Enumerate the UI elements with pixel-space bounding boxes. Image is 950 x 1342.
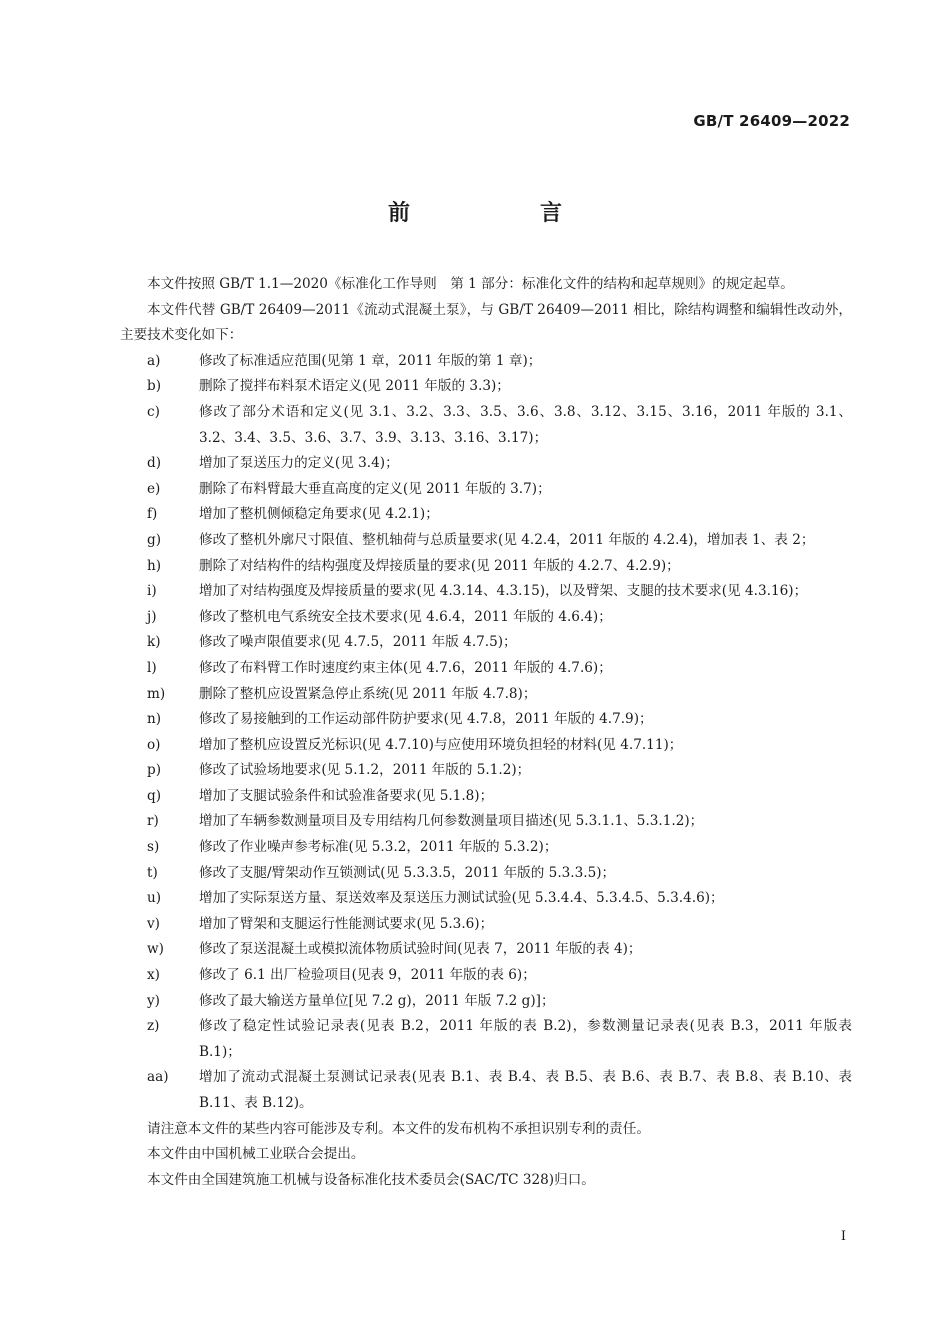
list-item-marker: j) xyxy=(147,608,157,625)
list-item xyxy=(120,886,852,912)
list-item-marker: b) xyxy=(147,378,162,395)
list-item-text: 修改了整机电气系统安全技术要求(见 4.6.4，2011 年版的 4.6.4)； xyxy=(199,608,612,625)
list-item-marker: m) xyxy=(147,685,166,702)
list-item-marker: z) xyxy=(147,1018,160,1035)
list-item xyxy=(120,707,852,733)
list-item-marker: a) xyxy=(147,352,161,369)
list-item-text: 修改了布料臂工作时速度约束主体(见 4.7.6，2011 年版的 4.7.6)； xyxy=(199,659,612,676)
list-item-text: 增加了流动式混凝土泵测试记录表(见表 B.1、表 B.4、表 B.5、表 B.6、表 B.7、表 B.8、表 B.10、表 B.11、表 B.12)。 xyxy=(199,1069,852,1111)
closing-paragraph-3: 本文件由全国建筑施工机械与设备标准化技术委员会(SAC/TC 328)归口。 xyxy=(147,1171,595,1188)
list-item xyxy=(120,784,852,810)
closing-paragraph-1: 请注意本文件的某些内容可能涉及专利。本文件的发布机构不承担识别专利的责任。 xyxy=(147,1120,650,1137)
list-item-text: 增加了臂架和支腿运行性能测试要求(见 5.3.6)； xyxy=(199,915,494,932)
list-item-marker: i) xyxy=(147,583,157,600)
document-code: GB/T 26409—2022 xyxy=(693,112,850,130)
list-item-marker: p) xyxy=(147,762,162,779)
list-item xyxy=(120,912,852,938)
list-item-text: 增加了泵送压力的定义(见 3.4)； xyxy=(199,455,399,472)
list-item-text: 修改了部分术语和定义(见 3.1、3.2、3.3、3.5、3.6、3.8、3.12、3.15、3.16，2011 年版的 3.1、3.2、3.4、3.5、3.6、3.7、3.9、3.13、3.16、3.17)； xyxy=(199,403,852,446)
list-item-text: 删除了搅拌布料泵术语定义(见 2011 年版的 3.3)； xyxy=(199,378,510,395)
list-item-text: 修改了 6.1 出厂检验项目(见表 9，2011 年版的表 6)； xyxy=(199,967,536,984)
foreword-body xyxy=(120,272,852,1193)
list-item-text: 增加了对结构强度及焊接质量的要求(见 4.3.14、4.3.15)，以及臂架、支腿的技术要求(见 4.3.16)； xyxy=(199,583,808,600)
list-item xyxy=(120,349,852,375)
list-item-marker: v) xyxy=(147,915,160,932)
list-item-text: 增加了车辆参数测量项目及专用结构几何参数测量项目描述(见 5.3.1.1、5.3.1.2)； xyxy=(199,813,704,830)
intro-paragraph-2: 本文件代替 GB/T 26409—2011《流动式混凝土泵》，与 GB/T 26409—2011 相比，除结构调整和编辑性改动外，主要技术变化如下： xyxy=(120,301,852,344)
list-item-marker: e) xyxy=(147,480,161,497)
list-item-text: 修改了噪声限值要求(见 4.7.5，2011 年版 4.7.5)； xyxy=(199,634,517,651)
list-item xyxy=(120,1065,852,1116)
list-item-marker: g) xyxy=(147,531,162,548)
list-item-text: 修改了试验场地要求(见 5.1.2，2011 年版的 5.1.2)； xyxy=(199,762,531,779)
list-item-text: 增加了整机侧倾稳定角要求(见 4.2.1)； xyxy=(199,506,439,523)
intro-paragraph-1: 本文件按照 GB/T 1.1—2020《标准化工作导则 第 1 部分：标准化文件的结构和起草规则》的规定起草。 xyxy=(147,276,794,292)
list-item-marker: u) xyxy=(147,890,162,907)
list-item-text: 修改了泵送混凝土或模拟流体物质试验时间(见表 7，2011 年版的表 4)； xyxy=(199,941,642,958)
list-item xyxy=(120,1014,852,1065)
list-item-marker: s) xyxy=(147,839,160,856)
list-item xyxy=(120,733,852,759)
list-item xyxy=(120,937,852,963)
list-item-text: 删除了对结构件的结构强度及焊接质量的要求(见 2011 年版的 4.2.7、4.2.9)； xyxy=(199,557,680,574)
list-item-text: 修改了标准适应范围(见第 1 章，2011 年版的第 1 章)； xyxy=(199,352,542,369)
list-item-marker: d) xyxy=(147,455,162,472)
list-item-marker: r) xyxy=(147,813,159,830)
list-item xyxy=(120,861,852,887)
list-item xyxy=(120,835,852,861)
list-item-text: 增加了支腿试验条件和试验准备要求(见 5.1.8)； xyxy=(199,787,494,804)
list-item-marker: y) xyxy=(147,992,160,1009)
list-item-marker: t) xyxy=(147,864,158,881)
list-item-marker: n) xyxy=(147,711,162,728)
list-item-text: 删除了整机应设置紧急停止系统(见 2011 年版 4.7.8)； xyxy=(199,685,537,702)
list-item-marker: o) xyxy=(147,736,161,753)
page-number: I xyxy=(840,1229,846,1244)
page-title: 前 言 xyxy=(387,201,616,226)
list-item-text: 修改了易接触到的工作运动部件防护要求(见 4.7.8，2011 年版的 4.7.9)； xyxy=(199,711,653,728)
list-item xyxy=(120,656,852,682)
changes-list xyxy=(120,349,852,1117)
list-item xyxy=(120,605,852,631)
list-item-text: 增加了整机应设置反光标识(见 4.7.10)与应使用环境负担轻的材料(见 4.7.11)； xyxy=(199,736,683,753)
list-item xyxy=(120,502,852,528)
list-item-text: 修改了整机外廓尺寸限值、整机轴荷与总质量要求(见 4.2.4，2011 年版的 4.2.4)，增加表 1、表 2； xyxy=(199,531,815,548)
list-item xyxy=(120,374,852,400)
list-item xyxy=(120,451,852,477)
list-item-marker: l) xyxy=(147,659,157,676)
list-item-text: 修改了稳定性试验记录表(见表 B.2，2011 年版的表 B.2)，参数测量记录表(见表 B.3，2011 年版表 B.1)； xyxy=(199,1018,852,1060)
list-item-marker: aa) xyxy=(147,1069,169,1086)
list-item-text: 删除了布料臂最大垂直高度的定义(见 2011 年版的 3.7)； xyxy=(199,480,551,497)
list-item xyxy=(120,682,852,708)
list-item-marker: q) xyxy=(147,787,162,804)
list-item-marker: f) xyxy=(147,506,158,523)
list-item-marker: x) xyxy=(147,967,160,984)
list-item xyxy=(120,630,852,656)
list-item xyxy=(120,963,852,989)
list-item xyxy=(120,554,852,580)
list-item-text: 增加了实际泵送方量、泵送效率及泵送压力测试试验(见 5.3.4.4、5.3.4.5、5.3.4.6)； xyxy=(199,890,724,907)
list-item xyxy=(120,989,852,1015)
list-item-marker: k) xyxy=(147,634,161,651)
list-item xyxy=(120,400,852,451)
list-item xyxy=(120,809,852,835)
closing-paragraph-2: 本文件由中国机械工业联合会提出。 xyxy=(147,1146,365,1163)
list-item-marker: h) xyxy=(147,557,162,574)
list-item-text: 修改了支腿/臂架动作互锁测试(见 5.3.3.5，2011 年版的 5.3.3.5)； xyxy=(199,864,616,881)
list-item xyxy=(120,477,852,503)
list-item-text: 修改了最大输送方量单位[见 7.2 g)，2011 年版 7.2 g)]； xyxy=(199,992,555,1009)
list-item-marker: c) xyxy=(147,403,160,420)
list-item-text: 修改了作业噪声参考标准(见 5.3.2，2011 年版的 5.3.2)； xyxy=(199,839,558,856)
list-item xyxy=(120,528,852,554)
list-item xyxy=(120,758,852,784)
list-item-marker: w) xyxy=(147,941,164,958)
list-item xyxy=(120,579,852,605)
